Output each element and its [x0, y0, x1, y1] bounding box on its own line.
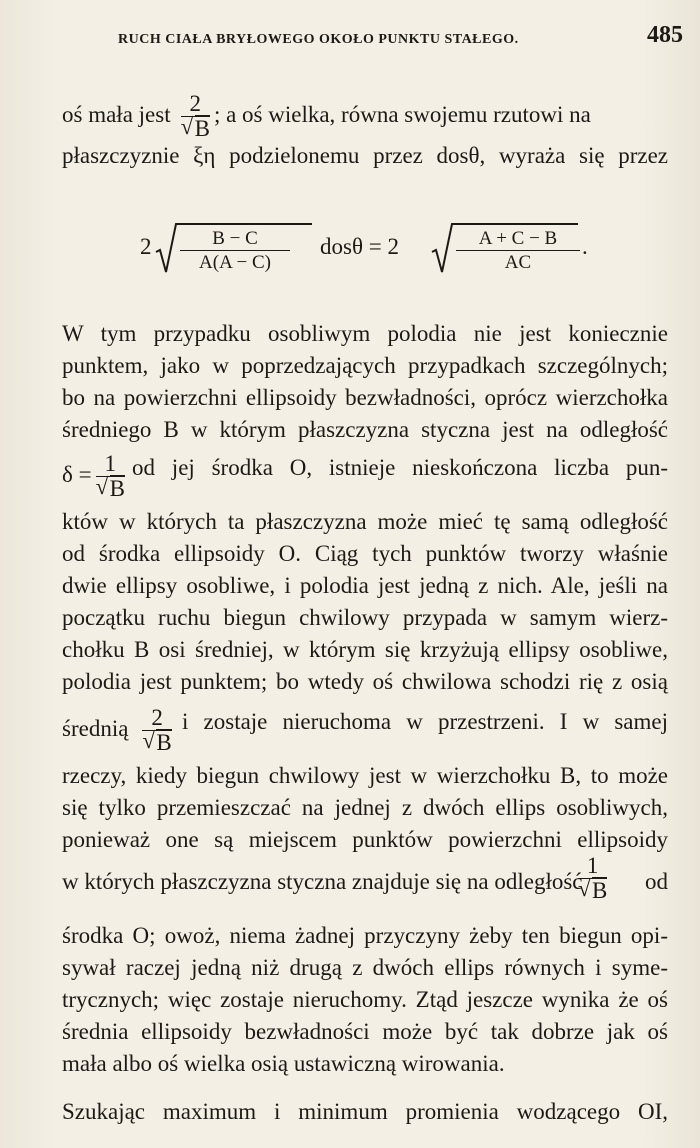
text-segment: w których płaszczyzna styczna znajduje się na odległość: [62, 869, 583, 894]
text-segment: δ =: [62, 461, 92, 487]
formula-middle: dosθ = 2: [320, 234, 399, 259]
text-line: mała albo oś wielka osią ustawiczną wirowania.: [62, 1051, 505, 1076]
page-header: [118, 22, 683, 52]
sqrt-symbol: [181, 117, 210, 141]
text-line: początku ruchu biegun chwilowy przypada w samym wierz-: [62, 605, 668, 630]
running-head: RUCH CIAŁA BRYŁOWEGO OKOŁO PUNKTU STAŁEGO.: [118, 32, 519, 47]
text-line: średniego B w którym płaszczyzna styczna jest na odległość: [62, 417, 668, 442]
text-line: sywał raczej jedną niż drugą z dwóch ellips równych i syme-: [62, 955, 668, 980]
fraction-numerator: 2: [142, 706, 171, 731]
fraction-numerator: B − C: [180, 227, 290, 251]
text-line: [62, 706, 668, 755]
sqrt-symbol: [578, 879, 607, 903]
fraction-numerator: 1: [578, 854, 607, 879]
fraction: [456, 227, 580, 274]
text-segment: oś mała jest: [62, 101, 171, 127]
text-line: chołku B osi średniej, w którym się krzyżują ellipsy osobliwe,: [62, 637, 668, 662]
fraction-denominator: A(A − C): [199, 252, 271, 273]
fraction-denominator: AC: [504, 252, 532, 273]
text-segment: średnią: [62, 715, 129, 741]
fraction-numerator: 1: [96, 452, 125, 477]
text-segment: i zostaje nieruchoma w przestrzeni. I w samej: [182, 709, 668, 734]
fraction: [180, 227, 290, 274]
text-line: W tym przypadku osobliwym polodia nie jest koniecznie: [62, 321, 668, 346]
fraction: [96, 452, 125, 501]
fraction-numerator: A + C − B: [456, 227, 580, 251]
sqrt-symbol: [96, 477, 125, 501]
fraction-denominator: [181, 117, 210, 141]
sqrt-radicand: B: [592, 878, 608, 903]
text-line: ponieważ one są miejscem punktów powierzchni ellipsoidy: [62, 827, 668, 852]
text-line: dwie ellipsy osobliwe, i polodia jest jedną z nich. Ale, jeśli na: [62, 573, 668, 598]
text-line: [62, 452, 668, 501]
formula-end: .: [582, 234, 588, 259]
fraction: [578, 854, 607, 903]
fraction: [181, 92, 210, 141]
text-segment: od: [645, 869, 668, 894]
text-line: trycznych; więc zostaje nieruchomy. Ztąd jeszcze wynika że oś: [62, 987, 668, 1012]
text-segment: od jej środka O, istnieje nieskończona liczba pun-: [132, 455, 668, 480]
text-line: się tylko przemieszczać na jednej z dwóch ellips osobliwych,: [62, 795, 668, 820]
fraction-denominator: [142, 731, 171, 755]
text-line: któw w których ta płaszczyzna może mieć tę samą odległość: [62, 509, 668, 534]
text-segment: ; a oś wielka, równa swojemu rzutowi na: [213, 101, 591, 127]
text-line: od środka ellipsoidy O. Ciąg tych punktów tworzy właśnie: [62, 541, 668, 566]
page-number: 485: [647, 22, 683, 48]
text-line: środka O; owoż, niema żadnej przyczyny żeby ten biegun opi-: [62, 923, 668, 948]
text-line: rzeczy, kiedy biegun chwilowy jest w wierzchołku B, to może: [62, 763, 668, 788]
formula-coefficient: 2: [140, 234, 152, 259]
fraction-denominator: [578, 879, 607, 903]
text-line: punktem, jako w poprzedzających przypadkach szczególnych;: [62, 353, 668, 378]
text-line: płaszczyznie ξη podzielonemu przez dosθ, wyraża się przez: [62, 143, 668, 168]
sqrt-symbol: [142, 731, 171, 755]
text-line: [62, 853, 668, 903]
display-formula: [140, 222, 610, 274]
text-line: polodia jest punktem; bo wtedy oś chwilowa schodzi rię z osią: [62, 669, 668, 694]
sqrt-radicand: B: [156, 730, 172, 755]
fraction-numerator: 2: [181, 92, 210, 117]
text-line: bo na powierzchni ellipsoidy bezwładności, oprócz wierzchołka: [62, 385, 668, 410]
fraction: [142, 706, 171, 755]
sqrt-radicand: B: [194, 116, 210, 141]
fraction-denominator: [96, 477, 125, 501]
text-line: [62, 92, 668, 141]
text-line: średnia ellipsoidy bezwładności może być tak dobrze jak oś: [62, 1019, 668, 1044]
sqrt-radicand: B: [109, 476, 125, 501]
text-line: Szukając maximum i minimum promienia wodzącego OI,: [62, 1099, 668, 1124]
